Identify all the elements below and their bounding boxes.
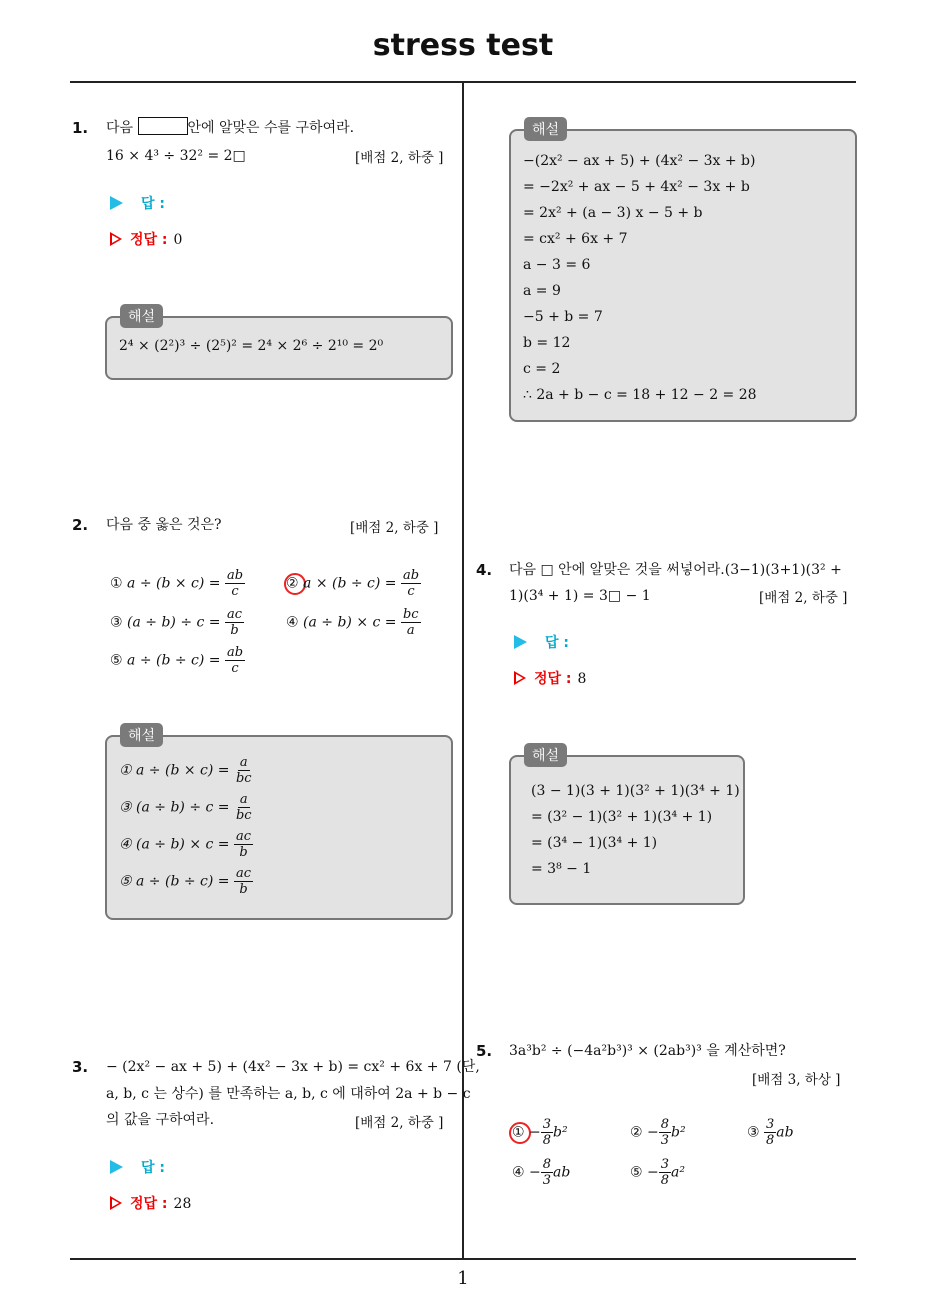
explanation-line: (3 − 1)(3 + 1)(3² + 1)(3⁴ + 1) [531,783,740,799]
option-mark: ③ [110,614,123,631]
question-3-correct-row [110,1193,191,1213]
question-4-meta: [배점 2, 하중 ] [759,590,848,606]
explanation-line [119,866,253,897]
fraction-numerator: a [239,755,248,770]
explanation-line: b = 12 [523,335,571,351]
fraction [234,829,253,860]
explanation-line: c = 2 [523,361,561,377]
answer-blank-box [138,117,188,135]
option-mark: ② [286,575,299,592]
explanation-expression: ① a ÷ (b × c) = [119,762,230,779]
correct-label: 정답 : [130,1196,168,1212]
fraction [764,1117,776,1148]
fraction-denominator: c [231,584,239,599]
explanation-line: a = 9 [523,283,561,299]
fraction-denominator: b [239,882,248,897]
option-expression: a ÷ (b ÷ c) = [127,652,221,669]
question-4-answer-row[interactable] [514,632,569,652]
question-1-number: 1. [72,119,89,137]
fraction [401,568,421,599]
play-triangle-icon [110,1160,123,1174]
question-1-answer-row[interactable] [110,193,165,213]
fraction-numerator: bc [402,607,419,622]
option-mark: ② [630,1124,643,1141]
fraction-numerator: ab [402,568,420,583]
fraction-denominator: b [230,623,239,638]
answer-label: 답 : [141,1160,165,1176]
option-sign: − [529,1164,541,1181]
question-3-meta: [배점 2, 하중 ] [355,1115,444,1131]
question-5-option-4[interactable] [512,1157,570,1188]
question-3-answer-row[interactable] [110,1157,165,1177]
option-sign: − [529,1124,541,1141]
question-5-option-2[interactable] [630,1117,686,1148]
fraction-numerator: 3 [766,1117,775,1132]
question-2-option-3[interactable] [110,607,244,638]
question-2-explanation-box [105,735,453,920]
option-mark: ① [512,1124,525,1141]
question-5-option-1[interactable] [512,1117,568,1148]
explanation-line: = (3⁴ − 1)(3⁴ + 1) [531,835,658,851]
correct-value: 8 [577,671,587,687]
explanation-line [119,755,254,786]
fraction-numerator: ac [235,866,252,881]
option-variable: ab [776,1124,794,1141]
fraction-numerator: 8 [542,1157,552,1172]
question-3-line-1: − (2x² − ax + 5) + (4x² − 3x + b) = cx² + 6x + 7 (단, [106,1059,480,1075]
question-4-correct-row [514,668,586,688]
fraction-numerator: 3 [542,1117,552,1132]
fraction-denominator: 8 [766,1133,775,1148]
explanation-line: = −2x² + ax − 5 + 4x² − 3x + b [523,179,750,195]
footer-rule [70,1258,856,1260]
question-2-number: 2. [72,516,89,534]
fraction-numerator: ab [226,645,244,660]
outline-triangle-icon [110,232,122,246]
correct-label: 정답 : [130,232,168,248]
option-sign: − [647,1164,659,1181]
question-2-option-1[interactable] [110,568,245,599]
explanation-line: = cx² + 6x + 7 [523,231,628,247]
question-5-number: 5. [476,1042,493,1060]
question-2-text: 다음 중 옳은 것은? [106,517,222,533]
fraction [234,792,254,823]
fraction-numerator: ac [235,829,252,844]
fraction-numerator: 8 [660,1117,670,1132]
fraction [234,755,254,786]
question-2-option-4[interactable] [286,607,421,638]
question-1-text-a: 다음 [106,120,134,136]
fraction [659,1117,671,1148]
question-4-line-2: 1)(3⁴ + 1) = 3□ − 1 [509,588,651,604]
option-variable: b² [671,1124,686,1141]
option-variable: ab [553,1164,571,1181]
question-5-text: 3a³b² ÷ (−4a²b³)³ × (2ab³)³ 을 계산하면? [509,1043,786,1059]
explanation-tag: 해설 [524,117,567,141]
question-5-option-5[interactable] [630,1157,685,1188]
option-variable: a² [671,1164,685,1181]
outline-triangle-icon [110,1196,122,1210]
question-2-meta: [배점 2, 하중 ] [350,520,439,536]
question-5-option-3[interactable] [747,1117,794,1148]
explanation-line: −(2x² − ax + 5) + (4x² − 3x + b) [523,153,756,169]
explanation-tag: 해설 [120,304,163,328]
explanation-tag: 해설 [524,743,567,767]
question-2-option-2[interactable] [286,568,421,599]
option-mark: ④ [512,1164,525,1181]
option-variable: b² [553,1124,568,1141]
fraction [225,645,245,676]
fraction [225,607,244,638]
question-3-explanation-box [509,129,857,422]
page-title: stress test [372,28,554,63]
option-mark: ⑤ [110,652,123,669]
fraction [234,866,253,897]
option-expression: (a ÷ b) × c = [303,614,397,631]
option-expression: a × (b ÷ c) = [303,575,397,592]
question-1-text-b: 안에 알맞은 수를 구하여라. [187,120,355,136]
question-1-expression: 16 × 4³ ÷ 32² = 2□ [106,148,246,164]
fraction [225,568,245,599]
fraction-numerator: ac [226,607,243,622]
explanation-line: ∴ 2a + b − c = 18 + 12 − 2 = 28 [523,387,757,403]
page-number: 1 [457,1268,469,1289]
fraction [659,1157,671,1188]
question-4-line-1: 다음 □ 안에 알맞은 것을 써넣어라.(3−1)(3+1)(3² + [509,562,842,578]
play-triangle-icon [514,635,527,649]
question-3-line-2: a, b, c 는 상수) 를 만족하는 a, b, c 에 대하여 2a + b − c [106,1086,471,1102]
fraction-denominator: 8 [542,1133,552,1148]
correct-label: 정답 : [534,671,572,687]
explanation-line: = (3² − 1)(3² + 1)(3⁴ + 1) [531,809,713,825]
answer-label: 답 : [545,635,569,651]
fraction-denominator: c [231,661,239,676]
question-4-number: 4. [476,561,493,579]
explanation-tag: 해설 [120,723,163,747]
fraction-numerator: a [239,792,248,807]
question-5-meta: [배점 3, 하상 ] [752,1072,841,1088]
explanation-line [119,792,254,823]
fraction-denominator: 3 [542,1173,552,1188]
option-expression: (a ÷ b) ÷ c = [127,614,221,631]
correct-value: 0 [173,232,183,248]
fraction [541,1117,553,1148]
fraction [401,607,421,638]
question-1-meta: [배점 2, 하중 ] [355,150,444,166]
fraction-denominator: bc [235,808,252,823]
fraction-denominator: bc [235,771,252,786]
play-triangle-icon [110,196,123,210]
explanation-line: a − 3 = 6 [523,257,591,273]
option-mark: ① [110,575,123,592]
fraction-denominator: 3 [660,1133,670,1148]
explanation-line: = 2x² + (a − 3) x − 5 + b [523,205,703,221]
option-mark: ⑤ [630,1164,643,1181]
option-mark: ③ [747,1124,760,1141]
outline-triangle-icon [514,671,526,685]
question-3-line-3: 의 값을 구하여라. [106,1112,215,1128]
correct-value: 28 [173,1196,192,1212]
fraction-numerator: ab [226,568,244,583]
fraction-denominator: 8 [660,1173,670,1188]
answer-label: 답 : [141,196,165,212]
fraction-numerator: 3 [660,1157,670,1172]
question-1-correct-row [110,229,182,249]
explanation-line: −5 + b = 7 [523,309,603,325]
explanation-expression: ⑤ a ÷ (b ÷ c) = [119,873,230,890]
option-expression: a ÷ (b × c) = [127,575,221,592]
question-1-text [106,116,354,140]
question-4-explanation-box [509,755,745,905]
question-2-option-5[interactable] [110,645,245,676]
option-mark: ④ [286,614,299,631]
explanation-line: = 3⁸ − 1 [531,861,592,877]
fraction-denominator: a [406,623,415,638]
option-sign: − [647,1124,659,1141]
explanation-line [119,829,253,860]
question-1-explanation: 2⁴ × (2²)³ ÷ (2⁵)² = 2⁴ × 2⁶ ÷ 2¹⁰ = 2⁰ [119,338,384,354]
question-3-number: 3. [72,1058,89,1076]
fraction-denominator: b [239,845,248,860]
explanation-expression: ③ (a ÷ b) ÷ c = [119,799,230,816]
explanation-expression: ④ (a ÷ b) × c = [119,836,230,853]
fraction-denominator: c [407,584,415,599]
fraction [541,1157,553,1188]
